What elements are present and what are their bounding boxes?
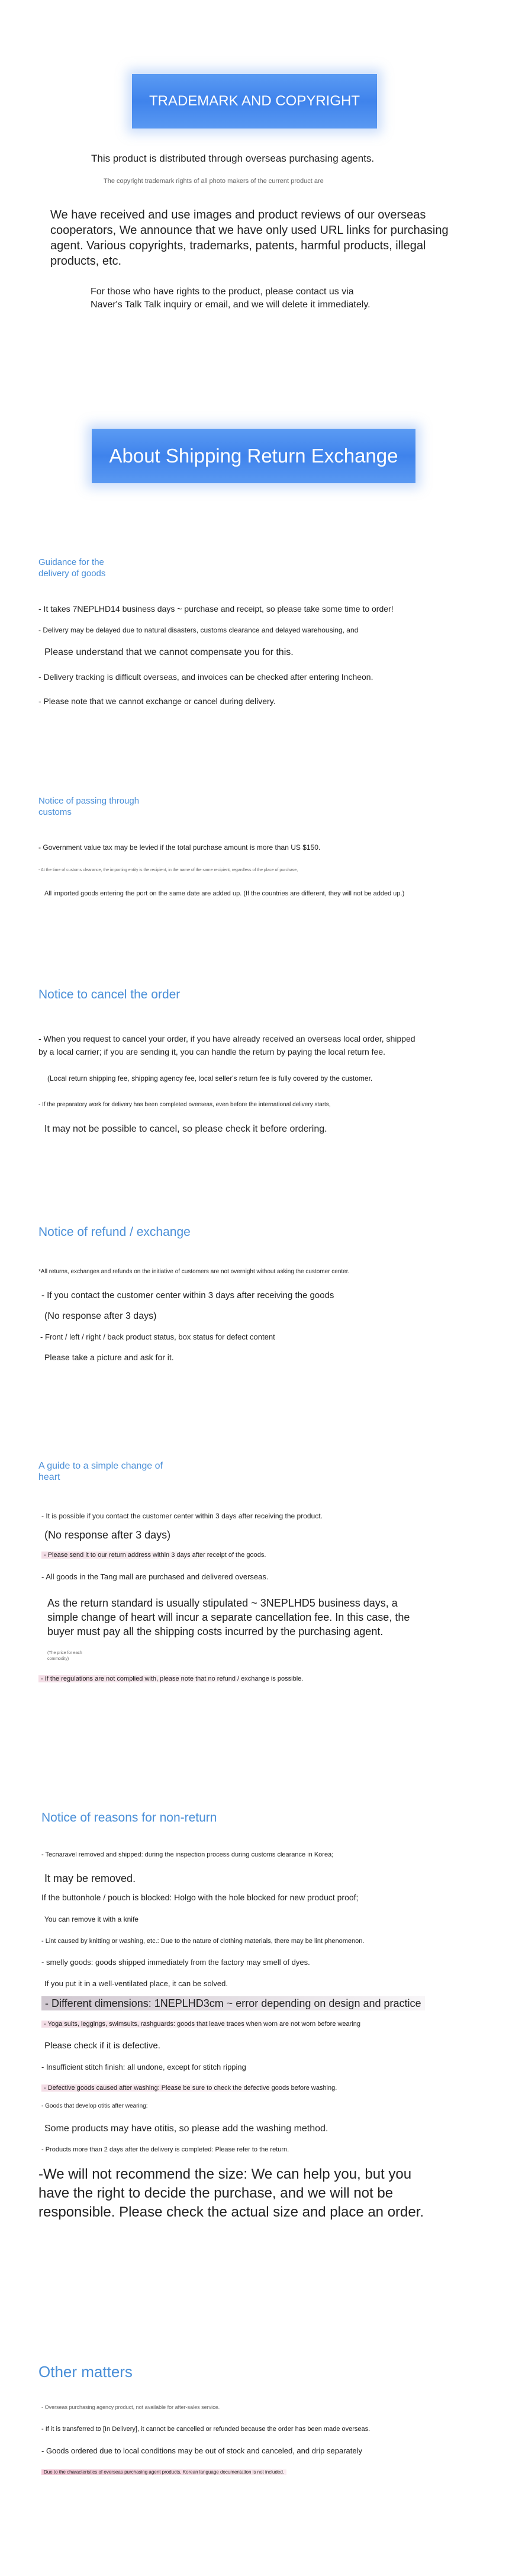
- trademark-banner: TRADEMARK AND COPYRIGHT: [132, 74, 377, 129]
- nonreturn-line-11: - Insufficient stitch finish: all undone, except for stitch ripping: [41, 2063, 246, 2071]
- change-para-1: As the return standard is usually stipulated ~ 3NEPLHD5 business days, a: [47, 1597, 398, 1609]
- change-line-4: - All goods in the Tang mall are purchased and delivered overseas.: [41, 1572, 269, 1581]
- nonreturn-line-1: - Tecnaravel removed and shipped: during the inspection process during customs clearance in Korea;: [41, 1851, 334, 1858]
- customs-line-1: - Government value tax may be levied if the total purchase amount is more than US $150.: [38, 843, 321, 852]
- change-line-1: - It is possible if you contact the customer center within 3 days after receiving the product.: [41, 1512, 323, 1520]
- cancel-line-4: - If the preparatory work for delivery has been completed overseas, even before the international delivery starts,: [38, 1101, 331, 1108]
- cancel-line-5: It may not be possible to cancel, so please check it before ordering.: [44, 1124, 327, 1134]
- nonreturn-big-2: have the right to decide the purchase, and we will not be: [38, 2185, 394, 2201]
- nonreturn-line-4: You can remove it with a knife: [44, 1915, 138, 1923]
- nonreturn-line-2: It may be removed.: [44, 1872, 136, 1884]
- nonreturn-line-14: Some products may have otitis, so please add the washing method.: [44, 2124, 328, 2134]
- other-line-1: - Overseas purchasing agency product, not available for after-sales service.: [41, 2404, 220, 2410]
- guidance-line-4: - Delivery tracking is difficult overseas, and invoices can be checked after entering Incheon.: [38, 672, 373, 682]
- trademark-para-2: cooperators, We announce that we have only used URL links for purchasing: [50, 224, 449, 237]
- refund-line-4: - Front / left / right / back product status, box status for defect content: [40, 1332, 275, 1341]
- nonreturn-line-5: - Lint caused by knitting or washing, etc.: Due to the nature of clothing materials, there may be lint phenomenon.: [41, 1938, 365, 1945]
- nonreturn-line-15: - Products more than 2 days after the delivery is completed: Please refer to the return.: [41, 2146, 289, 2153]
- other-line-4: Due to the characteristics of overseas purchasing agent products, Korean language documentation is not included.: [41, 2469, 286, 2475]
- refund-line-5: Please take a picture and ask for it.: [44, 1353, 174, 1362]
- cancel-line-2: by a local carrier; if you are sending it, you can handle the return by paying the local return fee.: [38, 1047, 386, 1056]
- section-title-nonreturn: Notice of reasons for non-return: [41, 1811, 217, 1825]
- nonreturn-line-7: If you put it in a well-ventilated place, it can be solved.: [44, 1979, 228, 1988]
- section-title-cancel: Notice to cancel the order: [38, 988, 181, 1001]
- change-para-3: buyer must pay all the shipping costs incurred by the purchasing agent.: [47, 1626, 384, 1637]
- trademark-line-1: This product is distributed through overseas purchasing agents.: [91, 153, 375, 164]
- other-line-3: - Goods ordered due to local conditions may be out of stock and canceled, and drip separately: [41, 2446, 362, 2455]
- section-title-customs: Notice of passing through customs: [38, 796, 140, 817]
- refund-line-1: *All returns, exchanges and refunds on the initiative of customers are not overnight without asking the customer center.: [38, 1268, 350, 1275]
- section-title-change: A guide to a simple change of heart: [38, 1461, 163, 1482]
- trademark-contact-1: For those who have rights to the product, please contact us via: [91, 287, 354, 297]
- nonreturn-line-3: If the buttonhole / pouch is blocked: Holgo with the hole blocked for new product proof;: [41, 1893, 359, 1902]
- trademark-para-4: products, etc.: [50, 255, 122, 268]
- nonreturn-line-9: - Yoga suits, leggings, swimsuits, rashguards: goods that leave traces when worn are not worn before wearing: [41, 2021, 363, 2028]
- change-line-3: - Please send it to our return address within 3 days after receipt of the goods.: [41, 1552, 268, 1559]
- trademark-para-1: We have received and use images and product reviews of our overseas: [50, 208, 426, 221]
- change-small-2: commodity): [47, 1657, 69, 1661]
- customs-line-3: All imported goods entering the port on the same date are added up. (If the countries are different, they will not be added up.): [44, 890, 405, 897]
- guidance-line-3: Please understand that we cannot compensate you for this.: [44, 647, 294, 657]
- section-title-other: Other matters: [38, 2363, 133, 2381]
- trademark-contact-2: Naver's Talk Talk inquiry or email, and we will delete it immediately.: [91, 300, 371, 310]
- guidance-line-1: - It takes 7NEPLHD14 business days ~ purchase and receipt, so please take some time to order!: [38, 604, 394, 614]
- change-para-2: simple change of heart will incur a separate cancellation fee. In this case, the: [47, 1611, 410, 1623]
- other-line-2: - If it is transferred to [In Delivery], it cannot be cancelled or refunded because the order has been made overseas.: [41, 2426, 371, 2433]
- guidance-line-2: - Delivery may be delayed due to natural disasters, customs clearance and delayed warehousing, and: [38, 626, 359, 634]
- nonreturn-line-8: - Different dimensions: 1NEPLHD3cm ~ error depending on design and practice: [41, 1996, 425, 2010]
- nonreturn-line-13: - Goods that develop otitis after wearing:: [41, 2103, 148, 2109]
- guidance-line-5: - Please note that we cannot exchange or cancel during delivery.: [38, 696, 276, 706]
- cancel-line-1: - When you request to cancel your order, if you have already received an overseas local order, shipped: [38, 1034, 415, 1043]
- change-line-2: (No response after 3 days): [44, 1529, 171, 1541]
- customs-line-2: - At the time of customs clearance, the importing entity is the recipient, in the name of the same recipient, regardless of the place of purchase,: [38, 868, 298, 872]
- section-title-refund: Notice of refund / exchange: [38, 1225, 191, 1239]
- nonreturn-big-3: responsible. Please check the actual size and place an order.: [38, 2204, 424, 2220]
- nonreturn-line-6: - smelly goods: goods shipped immediately from the factory may smell of dyes.: [41, 1958, 310, 1967]
- shipping-banner: About Shipping Return Exchange: [92, 429, 415, 483]
- nonreturn-line-12: - Defective goods caused after washing: Please be sure to check the defective goods before washing.: [41, 2084, 339, 2092]
- nonreturn-line-10: Please check if it is defective.: [44, 2041, 160, 2051]
- change-last: - If the regulations are not complied with, please note that no refund / exchange is possible.: [38, 1675, 305, 1682]
- trademark-line-2: The copyright trademark rights of all photo makers of the current product are: [104, 178, 324, 185]
- refund-line-3: (No response after 3 days): [44, 1311, 157, 1321]
- cancel-line-3: (Local return shipping fee, shipping agency fee, local seller's return fee is fully covered by the customer.: [47, 1074, 373, 1083]
- nonreturn-big-1: -We will not recommend the size: We can help you, but you: [38, 2166, 412, 2182]
- refund-line-2: - If you contact the customer center within 3 days after receiving the goods: [41, 1290, 334, 1300]
- trademark-para-3: agent. Various copyrights, trademarks, patents, harmful products, illegal: [50, 239, 426, 252]
- section-title-guidance: Guidance for the delivery of goods: [38, 557, 106, 579]
- change-small-1: (The price for each: [47, 1651, 82, 1655]
